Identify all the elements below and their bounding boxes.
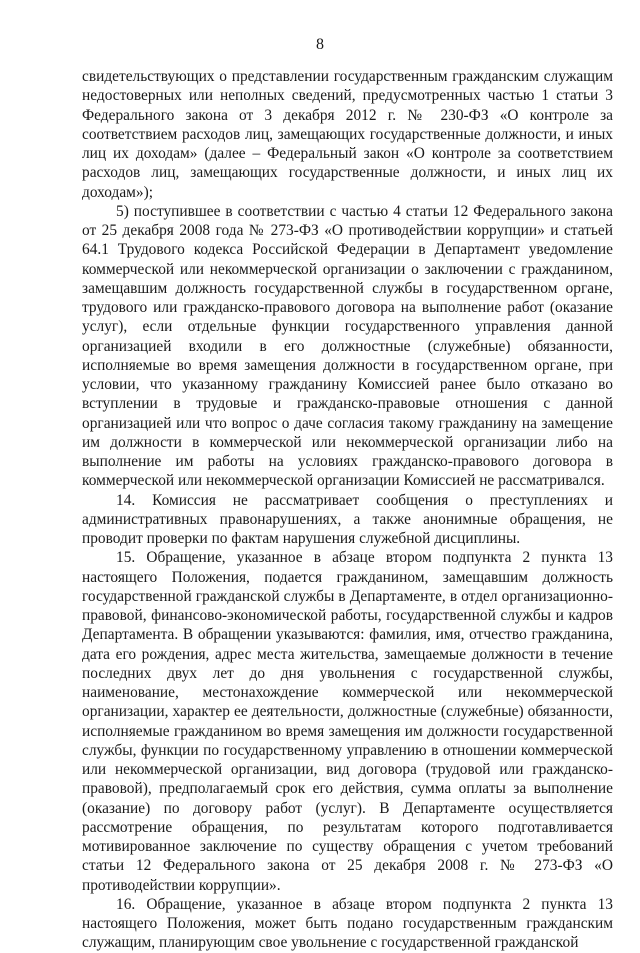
- paragraph-15: 15. Обращение, указанное в абзаце втором подпункта 2 пункта 13 настоящего Положения, подается гражданином, замещавшим должность государственной гражданской службы в Департаменте, в отдел организационно-правовой, финансово-экономической работы, государственной службы и кадров Департамента. В обращении указываются: фамилия, имя, отчество гражданина, дата его рождения, адрес места жительства, замещаемые должности в течение последних двух лет до дня увольнения с государственной службы, наименование, местонахождение коммерческой или некоммерческой организации, характер ее деятельности, должностные (служебные) обязанности, исполняемые гражданином во время замещения им должности государственной службы, функции по государственному управлению в отношении коммерческой или некоммерческой организации, вид договора (трудовой или гражданско-правовой), предполагаемый срок его действия, сумма оплаты за выполнение (оказание) по договору работ (услуг). В Департаменте осуществляется рассмотрение обращения, по результатам которого подготавливается мотивированное заключение по существу обращения с учетом требований статьи 12 Федерального закона от 25 декабря 2008 г. № 273-ФЗ «О противодействии коррупции».: [82, 549, 613, 894]
- paragraph-14: 14. Комиссия не рассматривает сообщения о преступлениях и административных правонарушениях, а также анонимные обращения, не проводит проверки по фактам нарушения служебной дисциплины.: [82, 491, 613, 547]
- page-number: 8: [316, 36, 324, 53]
- paragraph-item-5: 5) поступившее в соответствии с частью 4 статьи 12 Федерального закона от 25 декабря 2008 года № 273-ФЗ «О противодействии коррупции» и статьей 64.1 Трудового кодекса Российской Федерации в Департамент уведомление коммерческой или некоммерческой организации о заключении с гражданином, замещавшим должность государственной службы в государственном органе, трудового или гражданско-правового договора на выполнение работ (оказание услуг), если отдельные функции государственного управления данной организацией входили в его должностные (служебные) обязанности, исполняемые во время замещения должности в государственном органе, при условии, что указанному гражданину Комиссией ранее было отказано во вступлении в трудовые и гражданско-правовые отношения с данной организацией или что вопрос о даче согласия такому гражданину на замещение им должности в коммерческой или некоммерческой организации либо на выполнение им работы на условиях гражданско-правового договора в коммерческой или некоммерческой организации Комиссией не рассматривался.: [82, 202, 613, 490]
- paragraph-continuation: свидетельствующих о представлении государственным гражданским служащим недостоверных или неполных сведений, предусмотренных частью 1 статьи 3 Федерального закона от 3 декабря 2012 г. № 230-ФЗ «О контроле за соответствием расходов лиц, замещающих государственные должности, и иных лиц их доходам» (далее – Федеральный закон «О контроле за соответствием расходов лиц, замещающих государственные должности, и иных лиц их доходам»);: [82, 68, 613, 201]
- document-body: [82, 67, 613, 953]
- paragraph-16: 16. Обращение, указанное в абзаце втором подпункта 2 пункта 13 настоящего Положения, может быть подано государственным гражданским служащим, планирующим свое увольнение с государственной гражданской: [82, 895, 613, 952]
